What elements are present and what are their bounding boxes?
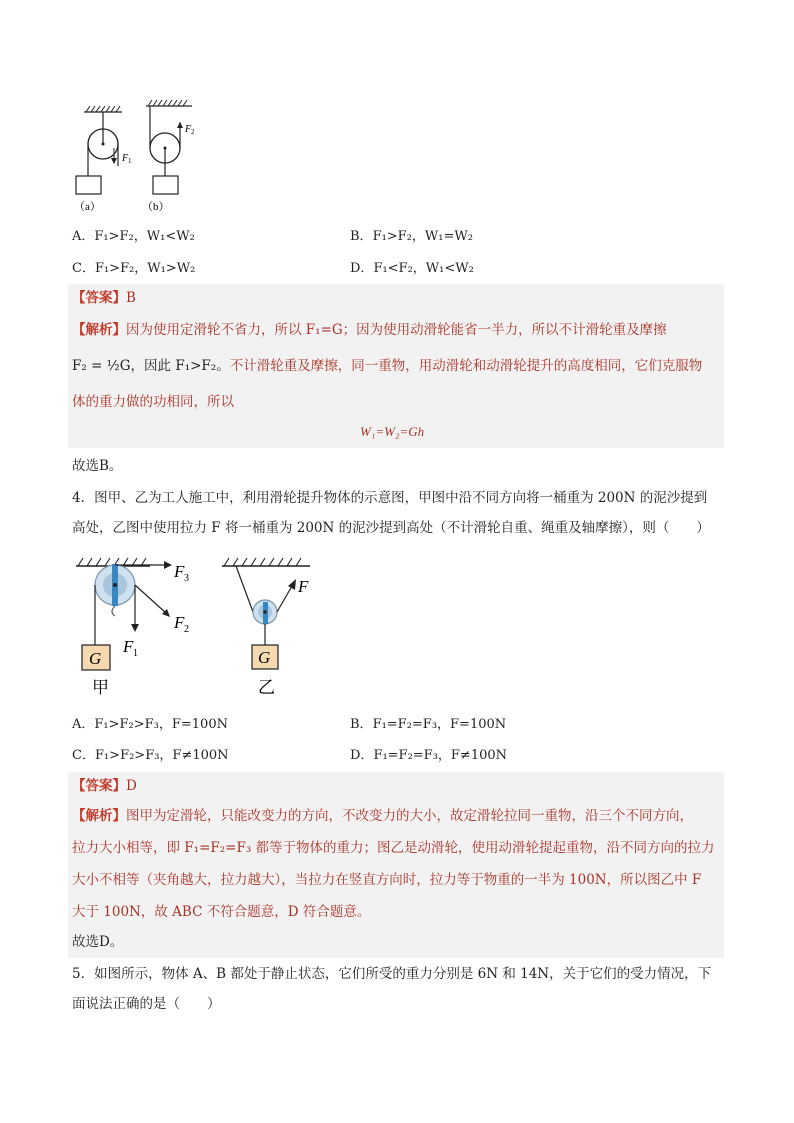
jia-weight-g: G bbox=[89, 649, 102, 668]
pulley-figure-jia-yi bbox=[70, 548, 330, 700]
q3-answer: 【答案】B bbox=[72, 290, 136, 306]
q4-analysis-4: 大于 100N，故 ABC 不符合题意，D 符合题意。 bbox=[72, 904, 371, 920]
f2-label: F bbox=[185, 124, 192, 135]
q4-answer: 【答案】D bbox=[72, 778, 137, 794]
svg-text:2: 2 bbox=[184, 624, 189, 635]
q3-conclusion: 故选B。 bbox=[72, 458, 123, 474]
q4-conclusion: 故选D。 bbox=[72, 934, 124, 950]
q4-stem-1: 4．图甲、乙为工人施工中，利用滑轮提升物体的示意图，甲图中沿不同方向将一桶重为 200N 的泥沙提到 bbox=[72, 490, 708, 506]
q3-analysis-2: F₂ = ½G，因此 F₁>F₂。不计滑轮重及摩擦，同一重物，用动滑轮和动滑轮提升的高度相同，它们克服物 bbox=[72, 358, 703, 374]
q3-formula: W₁=W₂=Gh bbox=[360, 424, 425, 439]
svg-text:2: 2 bbox=[191, 128, 195, 136]
q4-option-d: D．F₁=F₂=F₃，F≠100N bbox=[350, 748, 508, 763]
f1-label: F bbox=[122, 153, 129, 164]
q3-option-c: C．F₁>F₂，W₁>W₂ bbox=[72, 261, 196, 276]
f1-arrow-label: F bbox=[123, 637, 134, 656]
q3-option-b: B．F₁>F₂，W₁=W₂ bbox=[350, 229, 473, 244]
q5-stem-2: 面说法正确的是（ ） bbox=[72, 996, 221, 1012]
q4-option-b: B．F₁=F₂=F₃，F=100N bbox=[350, 717, 507, 732]
q4-analysis-2: 拉力大小相等，即 F₁=F₂=F₃ 都等于物体的重力；图乙是动滑轮，使用动滑轮提起重物，沿不同方向的拉力 bbox=[72, 840, 715, 856]
q4-analysis-3: 大小不相等（夹角越大，拉力越大），当拉力在竖直方向时，拉力等于物重的一半为 100N，所以图乙中 F bbox=[72, 872, 702, 888]
q4-stem-2: 高处，乙图中使用拉力 F 将一桶重为 200N 的泥沙提到高处（不计滑轮自重、绳重及轴摩擦），则（ ） bbox=[72, 520, 710, 536]
f3-label: F bbox=[174, 562, 185, 581]
q4-option-a: A．F₁>F₂>F₃，F=100N bbox=[72, 717, 228, 732]
q3-analysis-3: 体的重力做的功相同，所以 bbox=[72, 394, 234, 410]
f2-arrow-label: F bbox=[174, 613, 185, 632]
caption-jia: 甲 bbox=[92, 678, 109, 697]
q5-stem-1: 5．如图所示，物体 A、B 都处于静止状态，它们所受的重力分别是 6N 和 14N，关于它们的受力情况，下 bbox=[72, 966, 712, 982]
f-arrow-label: F bbox=[298, 577, 309, 596]
svg-text:1: 1 bbox=[133, 648, 138, 659]
svg-text:3: 3 bbox=[184, 573, 189, 584]
caption-a: （a） bbox=[74, 201, 101, 213]
q3-option-d: D．F₁<F₂，W₁<W₂ bbox=[350, 261, 474, 276]
yi-weight-g: G bbox=[258, 648, 271, 667]
q3-option-a: A．F₁>F₂，W₁<W₂ bbox=[72, 229, 195, 244]
q4-analysis-1: 【解析】图甲为定滑轮，只能改变力的方向，不改变力的大小，故定滑轮拉同一重物，沿三个不同方向， bbox=[72, 808, 693, 824]
caption-yi: 乙 bbox=[258, 678, 275, 697]
q4-option-c: C．F₁>F₂>F₃，F≠100N bbox=[72, 748, 229, 763]
caption-b: （b） bbox=[142, 201, 170, 213]
pulley-figure-ab bbox=[70, 100, 210, 215]
svg-text:1: 1 bbox=[128, 157, 132, 165]
q4-answer-panel bbox=[68, 772, 724, 958]
q3-analysis-1: 【解析】因为使用定滑轮不省力，所以 F₁=G；因为使用动滑轮能省一半力，所以不计滑轮重及摩擦 bbox=[72, 322, 667, 338]
